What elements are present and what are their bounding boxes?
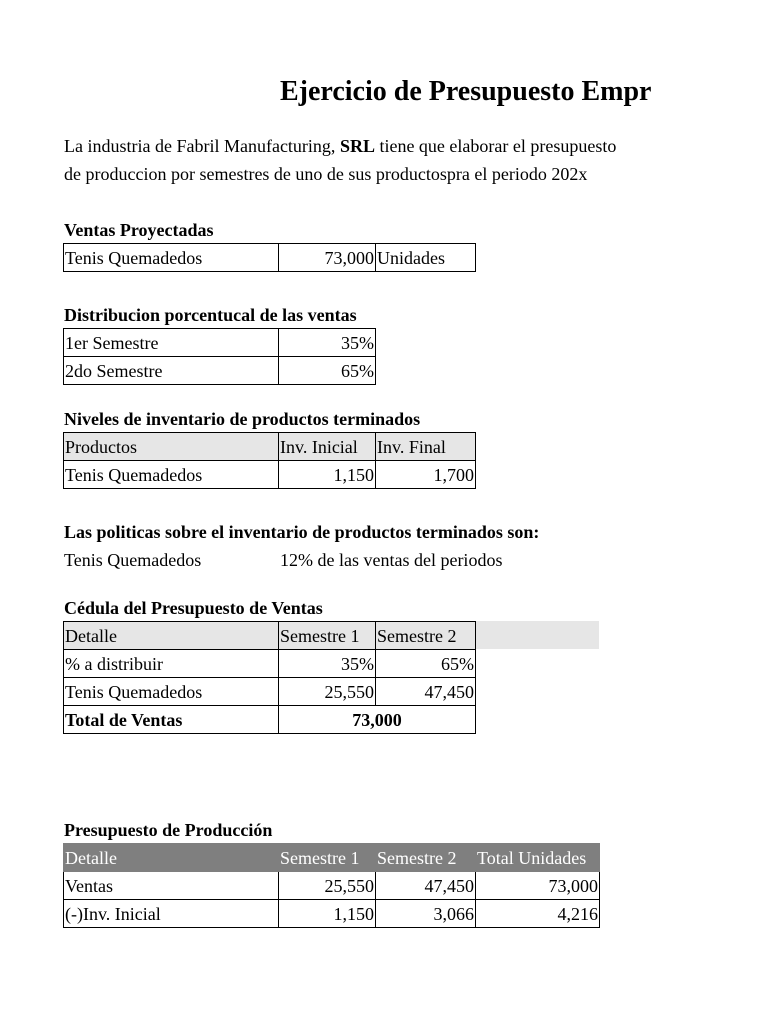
value-cell: 1,150 (279, 900, 376, 928)
value-cell: 47,450 (376, 872, 476, 900)
value-cell: 73,000 (279, 244, 376, 272)
ventas-proyectadas-table (63, 243, 476, 272)
header-cell: Inv. Inicial (279, 433, 376, 461)
table-row (64, 461, 476, 489)
table-header-row (64, 433, 476, 461)
header-cell: Productos (64, 433, 279, 461)
table-row (64, 900, 600, 928)
label-cell: % a distribuir (64, 650, 279, 678)
label-cell: 2do Semestre (64, 357, 279, 385)
cedula-ventas-table (63, 621, 476, 734)
header-cell: Semestre 1 (279, 622, 376, 650)
document-title: Ejercicio de Presupuesto Empr (280, 76, 652, 107)
table-total-row (64, 706, 476, 734)
value-cell: 65% (279, 357, 376, 385)
distribucion-table (63, 328, 376, 385)
inventario-table (63, 432, 476, 489)
produccion-heading: Presupuesto de Producción (64, 820, 273, 840)
total-label-cell: Total de Ventas (64, 706, 279, 734)
value-cell: 1,150 (279, 461, 376, 489)
value-cell: 25,550 (279, 678, 376, 706)
table-row (64, 329, 376, 357)
label-cell: Tenis Quemadedos (64, 678, 279, 706)
ventas-proyectadas-heading: Ventas Proyectadas (64, 220, 214, 240)
value-cell: 1,700 (376, 461, 476, 489)
label-cell: Ventas (64, 872, 279, 900)
politicas-heading: Las politicas sobre el inventario de productos terminados son: (64, 522, 540, 542)
value-cell: 25,550 (279, 872, 376, 900)
header-fill (475, 621, 599, 649)
cedula-ventas-heading: Cédula del Presupuesto de Ventas (64, 598, 323, 618)
intro-line-1-post: tiene que elaborar el presupuesto (374, 136, 617, 156)
distribucion-heading: Distribucion porcentucal de las ventas (64, 305, 357, 325)
header-cell: Semestre 2 (376, 844, 476, 872)
value-cell: 35% (279, 650, 376, 678)
value-cell: 47,450 (376, 678, 476, 706)
header-cell: Semestre 2 (376, 622, 476, 650)
politicas-text: 12% de las ventas del periodos (280, 550, 503, 570)
header-cell: Inv. Final (376, 433, 476, 461)
header-cell: Detalle (64, 622, 279, 650)
intro-line-1-pre: La industria de Fabril Manufacturing, (64, 136, 340, 156)
header-cell: Detalle (64, 844, 279, 872)
value-cell: 4,216 (476, 900, 600, 928)
value-cell: 3,066 (376, 900, 476, 928)
produccion-table (63, 843, 600, 928)
unit-cell: Unidades (376, 244, 476, 272)
inventario-heading: Niveles de inventario de productos terminados (64, 409, 421, 429)
table-row (64, 357, 376, 385)
table-row (64, 678, 476, 706)
label-cell: (-)Inv. Inicial (64, 900, 279, 928)
value-cell: 73,000 (476, 872, 600, 900)
table-header-row (64, 844, 600, 872)
header-cell: Total Unidades (476, 844, 600, 872)
value-cell: 65% (376, 650, 476, 678)
intro-line-1-bold: SRL (339, 136, 375, 156)
value-cell: 35% (279, 329, 376, 357)
table-row (64, 244, 476, 272)
total-value-cell: 73,000 (279, 706, 476, 734)
politicas-product: Tenis Quemadedos (64, 550, 202, 570)
product-cell: Tenis Quemadedos (64, 461, 279, 489)
table-header-row (64, 622, 476, 650)
header-cell: Semestre 1 (279, 844, 376, 872)
product-cell: Tenis Quemadedos (64, 244, 279, 272)
intro-line-2: de produccion por semestres de uno de sus productospra el periodo 202x (64, 164, 588, 184)
label-cell: 1er Semestre (64, 329, 279, 357)
table-row (64, 872, 600, 900)
table-row (64, 650, 476, 678)
intro-line-1 (64, 136, 616, 157)
